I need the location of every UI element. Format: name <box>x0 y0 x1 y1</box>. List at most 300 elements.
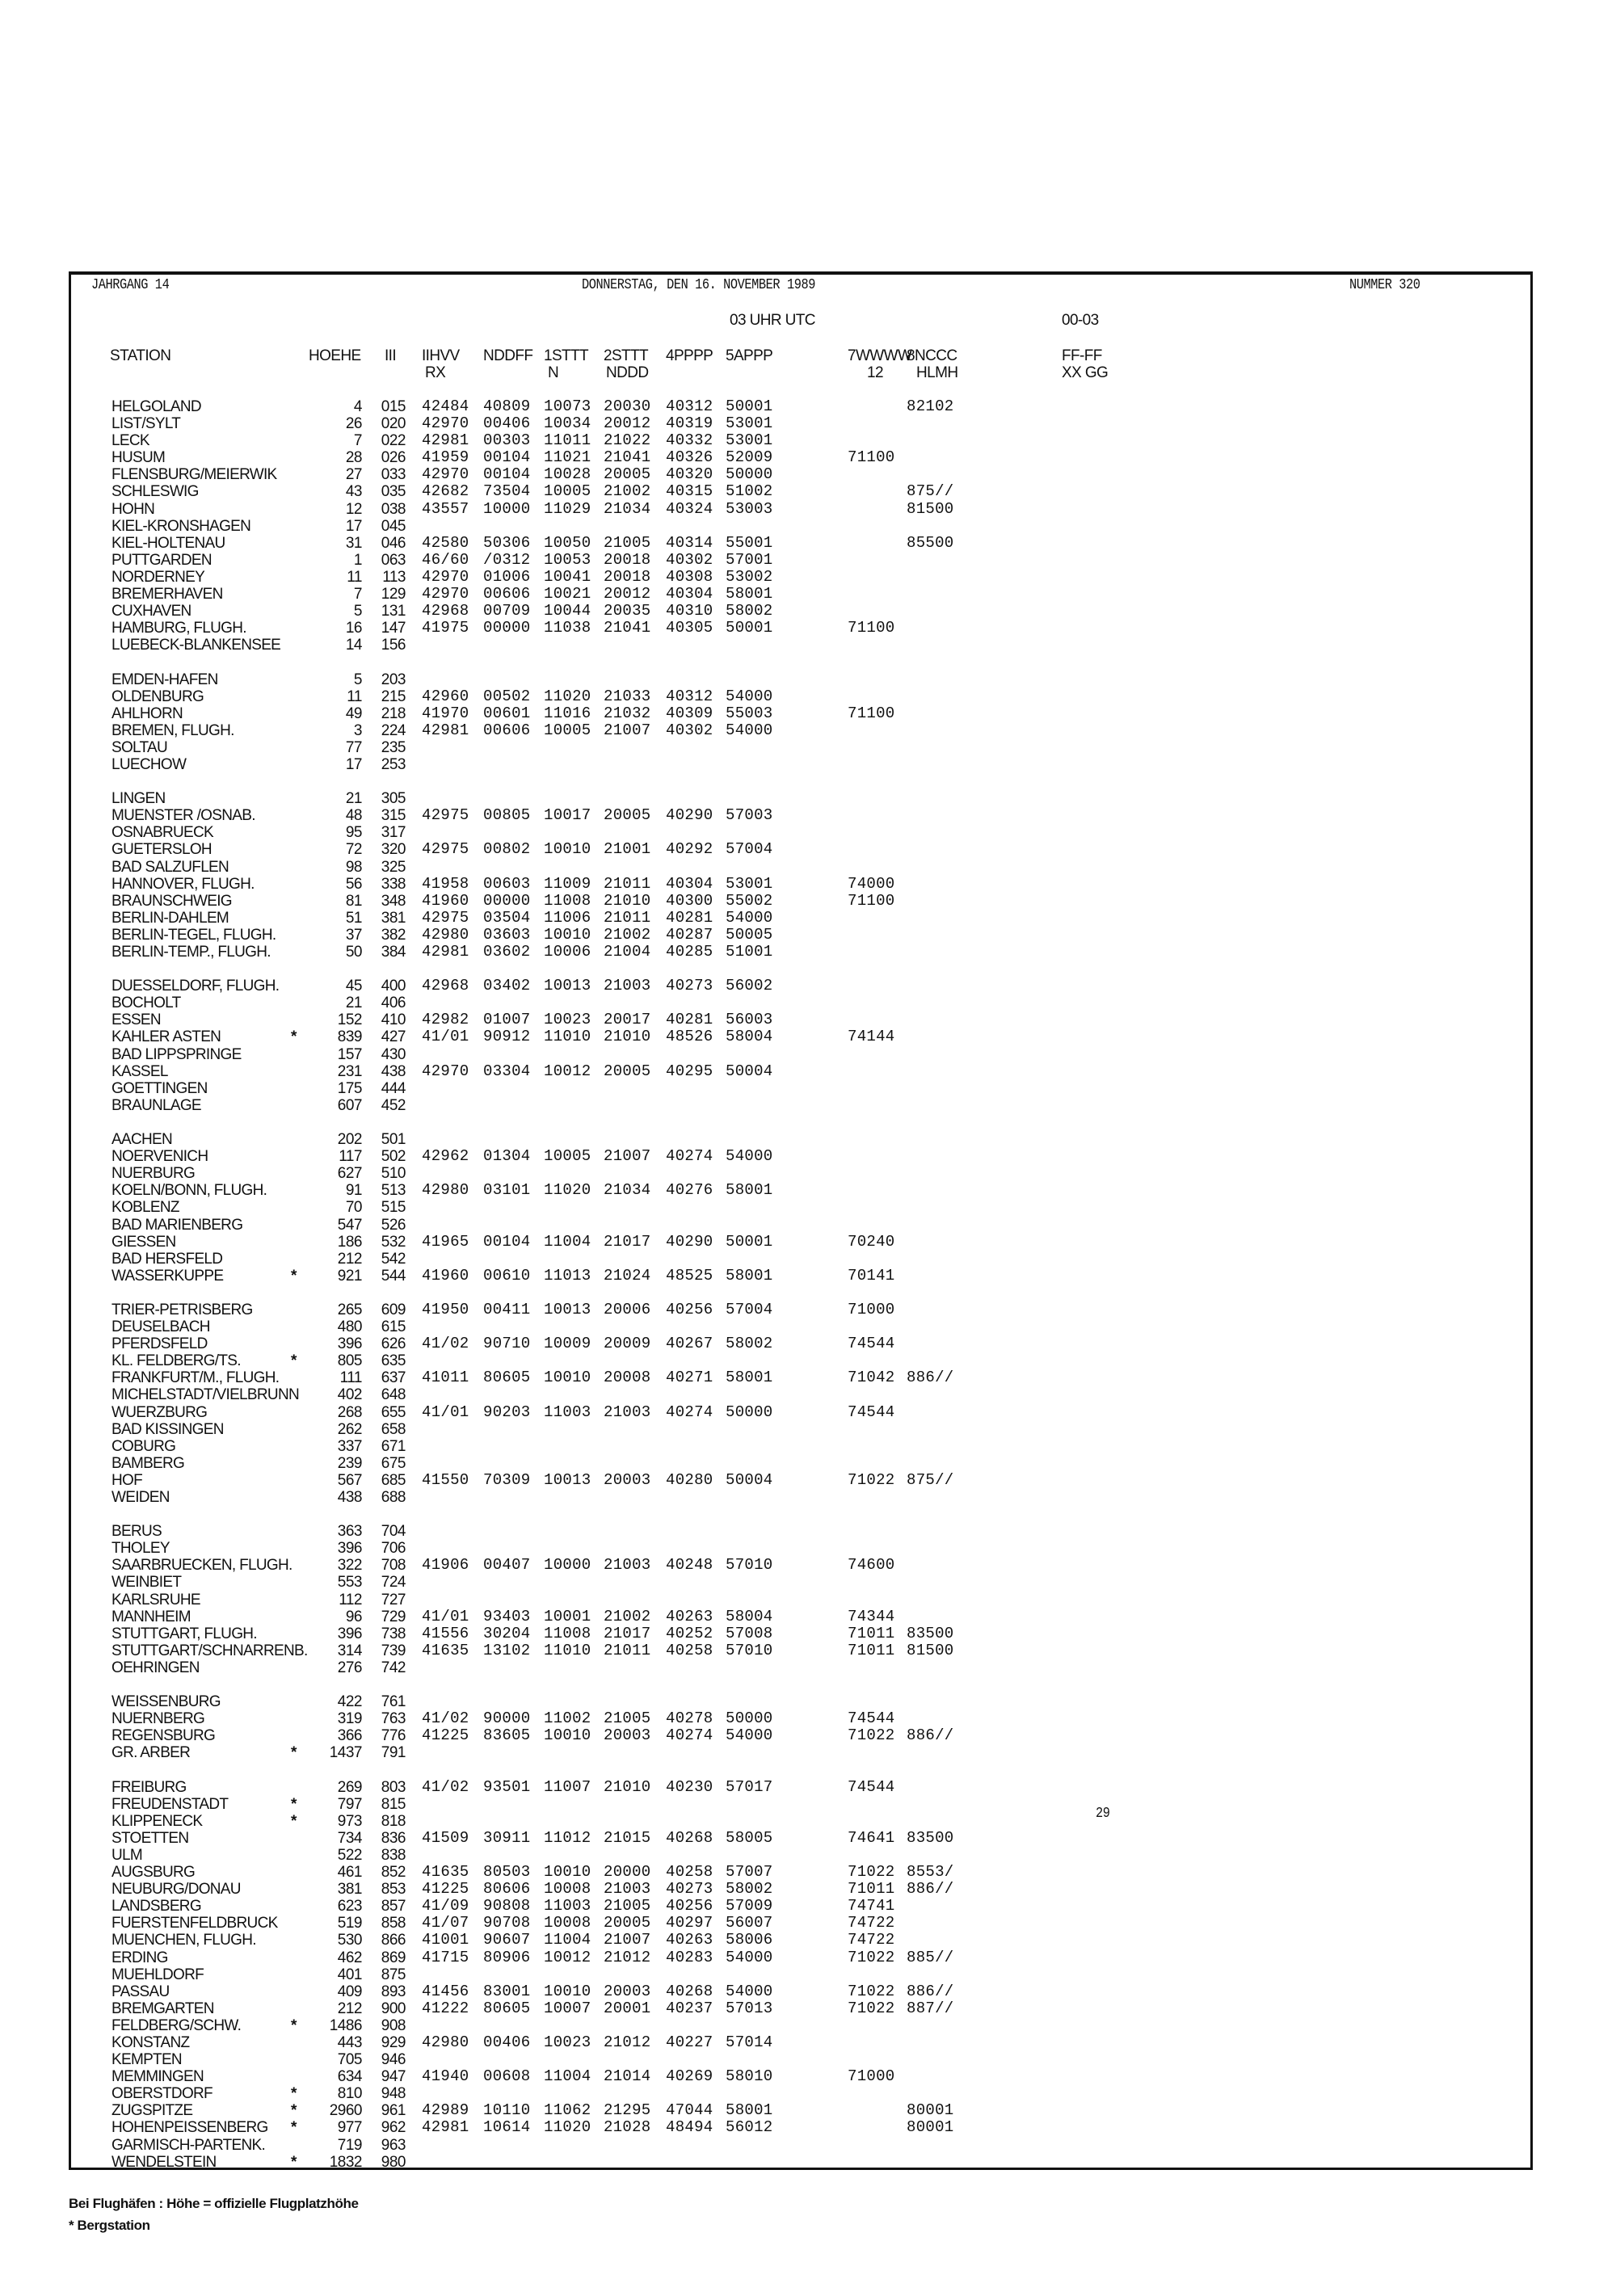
station-id: 532 <box>381 1233 406 1251</box>
synop-group-appp: 58001 <box>726 585 773 603</box>
synop-group-wwww: 74544 <box>848 1335 895 1353</box>
station-row <box>0 1404 1616 1421</box>
station-name: KIEL-HOLTENAU <box>112 534 225 552</box>
station-elevation: 186 <box>337 1233 362 1251</box>
station-elevation: 26 <box>345 415 362 433</box>
section-spacer <box>0 1114 1616 1131</box>
station-elevation: 921 <box>337 1267 362 1285</box>
station-name: AHLHORN <box>112 704 183 722</box>
station-elevation: 51 <box>345 909 362 927</box>
station-elevation: 49 <box>345 704 362 722</box>
station-id: 544 <box>381 1267 406 1285</box>
synop-group-appp: 55001 <box>726 533 773 552</box>
station-id: 908 <box>381 2016 406 2034</box>
synop-group-sttt2: 20005 <box>604 806 651 825</box>
station-name: MEMMINGEN <box>112 2068 204 2086</box>
station-elevation: 1832 <box>329 2153 362 2171</box>
station-id: 045 <box>381 517 406 535</box>
station-id: 038 <box>381 500 406 518</box>
section-spacer <box>0 1506 1616 1523</box>
synop-group-pppp: 40258 <box>666 1641 713 1659</box>
synop-group-appp: 57017 <box>726 1777 773 1796</box>
synop-group-pppp: 40237 <box>666 1999 713 2017</box>
synop-group-sttt2: 20005 <box>604 1062 651 1080</box>
synop-group-appp: 50001 <box>726 1232 773 1251</box>
synop-group-ihvv: 41509 <box>422 1828 469 1847</box>
synop-group-nddff: 00502 <box>483 687 531 705</box>
synop-group-ihvv: 41/02 <box>422 1777 469 1796</box>
synop-group-pppp: 40308 <box>666 567 713 586</box>
synop-group-pppp: 40287 <box>666 925 713 944</box>
station-elevation: 117 <box>339 1148 362 1166</box>
synop-group-appp: 57003 <box>726 806 773 825</box>
synop-group-nccc: 80001 <box>907 2101 954 2120</box>
synop-group-nddff: 00104 <box>483 1232 531 1251</box>
synop-group-sttt2: 20003 <box>604 1982 651 2000</box>
station-row <box>0 1574 1616 1591</box>
synop-group-sttt1: 11002 <box>544 1709 591 1728</box>
station-name: OSNABRUECK <box>112 824 214 842</box>
synop-group-ihvv: 41/09 <box>422 1897 469 1915</box>
station-id: 305 <box>381 790 406 808</box>
synop-group-appp: 50000 <box>726 1402 773 1421</box>
synop-group-ihvv: 42981 <box>422 721 469 739</box>
station-id: 315 <box>381 807 406 825</box>
synop-group-pppp: 40281 <box>666 1011 713 1029</box>
synop-group-sttt2: 21005 <box>604 1709 651 1728</box>
col-c8-sub: HLMH <box>916 364 958 381</box>
synop-group-appp: 57008 <box>726 1624 773 1642</box>
synop-group-appp: 58010 <box>726 2067 773 2086</box>
synop-group-sttt1: 11013 <box>544 1266 591 1285</box>
station-elevation: 567 <box>337 1471 362 1489</box>
station-id: 218 <box>381 704 406 722</box>
station-row <box>0 552 1616 569</box>
station-row <box>0 432 1616 449</box>
synop-group-appp: 58001 <box>726 1369 773 1387</box>
volume-label: JAHRGANG 14 <box>91 277 170 293</box>
station-row <box>0 1864 1616 1881</box>
synop-group-nddff: 00805 <box>483 806 531 825</box>
synop-group-appp: 57010 <box>726 1641 773 1659</box>
station-name: THOLEY <box>112 1540 170 1558</box>
synop-group-sttt1: 10006 <box>544 943 591 961</box>
station-name: MICHELSTADT/VIELBRUNN <box>112 1386 299 1404</box>
station-name: NORDERNEY <box>112 568 205 586</box>
synop-group-ihvv: 42968 <box>422 977 469 995</box>
station-row <box>0 1489 1616 1506</box>
station-elevation: 5 <box>353 603 362 620</box>
synop-group-nddff: 00606 <box>483 721 531 739</box>
station-id: 526 <box>381 1216 406 1234</box>
synop-group-nddff: 01007 <box>483 1011 531 1029</box>
station-row <box>0 1983 1616 2000</box>
station-name: FLENSBURG/MEIERWIK <box>112 466 277 484</box>
station-name: LINGEN <box>112 790 166 808</box>
col-g5: 4PPPP <box>666 347 713 364</box>
synop-group-pppp: 40304 <box>666 874 713 893</box>
station-name: WASSERKUPPE <box>112 1267 224 1285</box>
synop-group-ihvv: 41550 <box>422 1470 469 1489</box>
station-id: 338 <box>381 875 406 893</box>
synop-group-wwww: 71011 <box>848 1880 895 1899</box>
synop-group-nddff: 00303 <box>483 431 531 450</box>
synop-group-appp: 54000 <box>726 721 773 739</box>
synop-group-sttt2: 20009 <box>604 1335 651 1353</box>
synop-group-pppp: 40292 <box>666 840 713 859</box>
station-elevation: 276 <box>337 1659 362 1676</box>
station-name: PFERDSFELD <box>112 1335 208 1353</box>
synop-group-nccc: 885// <box>907 1948 954 1966</box>
station-row <box>0 1915 1616 1932</box>
synop-group-ihvv: 41001 <box>422 1931 469 1949</box>
synop-group-pppp: 40320 <box>666 465 713 484</box>
col-g3-sub: N <box>548 364 559 381</box>
station-id: 384 <box>381 944 406 961</box>
synop-group-sttt1: 11003 <box>544 1402 591 1421</box>
station-elevation: 21 <box>345 790 362 808</box>
station-name: BOCHOLT <box>112 995 181 1012</box>
synop-group-ihvv: 42989 <box>422 2101 469 2120</box>
station-name: BERLIN-TEMP., FLUGH. <box>112 944 271 961</box>
synop-group-wwww: 71100 <box>848 891 895 910</box>
station-id: 948 <box>381 2085 406 2103</box>
station-id: 791 <box>381 1744 406 1762</box>
synop-group-ihvv: 42968 <box>422 602 469 620</box>
synop-group-appp: 58001 <box>726 1181 773 1200</box>
station-id: 742 <box>381 1659 406 1676</box>
station-id: 406 <box>381 995 406 1012</box>
synop-group-sttt2: 20003 <box>604 1470 651 1489</box>
synop-group-wwww: 70240 <box>848 1232 895 1251</box>
synop-group-appp: 54000 <box>726 1147 773 1166</box>
station-elevation: 734 <box>337 1829 362 1847</box>
station-elevation: 4 <box>353 398 362 415</box>
station-id: 215 <box>381 688 406 705</box>
synop-group-appp: 58002 <box>726 1880 773 1899</box>
synop-group-wwww: 71100 <box>848 704 895 722</box>
synop-group-appp: 56003 <box>726 1011 773 1029</box>
station-row <box>0 1234 1616 1251</box>
synop-group-nddff: 93501 <box>483 1777 531 1796</box>
station-name: KEMPTEN <box>112 2051 182 2069</box>
synop-group-pppp: 40297 <box>666 1914 713 1932</box>
station-id: 626 <box>381 1335 406 1353</box>
station-elevation: 319 <box>337 1710 362 1728</box>
station-row <box>0 1318 1616 1335</box>
station-id: 929 <box>381 2034 406 2051</box>
synop-group-appp: 52009 <box>726 448 773 467</box>
station-name: BAD MARIENBERG <box>112 1216 243 1234</box>
station-elevation: 27 <box>345 466 362 484</box>
synop-group-pppp: 40290 <box>666 1232 713 1251</box>
synop-group-sttt1: 10009 <box>544 1335 591 1353</box>
synop-group-sttt1: 11010 <box>544 1028 591 1046</box>
synop-group-ihvv: 41975 <box>422 619 469 637</box>
synop-group-nddff: 40809 <box>483 397 531 415</box>
synop-group-sttt2: 20035 <box>604 602 651 620</box>
station-row <box>0 2000 1616 2017</box>
synop-group-sttt1: 10028 <box>544 465 591 484</box>
station-name: STUTTGART/SCHNARRENB. <box>112 1642 308 1659</box>
station-elevation: 705 <box>337 2051 362 2069</box>
station-id: 853 <box>381 1881 406 1899</box>
synop-group-nddff: 00000 <box>483 619 531 637</box>
col-g3: 1STTT <box>544 347 589 364</box>
synop-group-nddff: 13102 <box>483 1641 531 1659</box>
station-elevation: 11 <box>347 568 362 586</box>
synop-group-sttt1: 11062 <box>544 2101 591 2120</box>
synop-group-ihvv: 41/02 <box>422 1709 469 1728</box>
station-row <box>0 483 1616 500</box>
synop-group-nddff: /0312 <box>483 550 531 569</box>
synop-group-appp: 58001 <box>726 2101 773 2120</box>
synop-group-pppp: 40302 <box>666 721 713 739</box>
station-elevation: 396 <box>337 1540 362 1558</box>
station-name: STUTTGART, FLUGH. <box>112 1625 257 1642</box>
station-name: GARMISCH-PARTENK. <box>112 2136 266 2154</box>
synop-group-sttt2: 21041 <box>604 619 651 637</box>
station-elevation: 553 <box>337 1574 362 1592</box>
station-name: FELDBERG/SCHW. <box>112 2016 242 2034</box>
synop-group-wwww: 74544 <box>848 1777 895 1796</box>
station-row <box>0 1710 1616 1727</box>
synop-group-ihvv: 42484 <box>422 397 469 415</box>
synop-group-nddff: 93403 <box>483 1607 531 1625</box>
synop-group-wwww: 71022 <box>848 1470 895 1489</box>
synop-group-nccc: 81500 <box>907 499 954 518</box>
station-name: COBURG <box>112 1437 176 1455</box>
synop-group-sttt2: 21022 <box>604 431 651 450</box>
synop-group-pppp: 40319 <box>666 414 713 433</box>
station-id: 724 <box>381 1574 406 1592</box>
synop-group-appp: 54000 <box>726 1948 773 1966</box>
station-id: 671 <box>381 1437 406 1455</box>
station-row <box>0 1523 1616 1540</box>
synop-group-sttt1: 10044 <box>544 602 591 620</box>
synop-group-nddff: 00601 <box>483 704 531 722</box>
synop-group-nddff: 90808 <box>483 1897 531 1915</box>
synop-group-sttt2: 21010 <box>604 1777 651 1796</box>
synop-group-ihvv: 41456 <box>422 1982 469 2000</box>
synop-group-ihvv: 42981 <box>422 2118 469 2137</box>
synop-group-pppp: 40267 <box>666 1335 713 1353</box>
synop-group-pppp: 40278 <box>666 1709 713 1728</box>
station-id: 502 <box>381 1148 406 1166</box>
station-elevation: 157 <box>337 1045 362 1063</box>
mountain-station-mark: * <box>291 2102 297 2120</box>
station-name: HOHENPEISSENBERG <box>112 2119 268 2137</box>
station-id: 688 <box>381 1489 406 1506</box>
station-elevation: 11 <box>347 688 362 705</box>
station-id: 430 <box>381 1045 406 1063</box>
synop-group-sttt2: 20012 <box>604 414 651 433</box>
mountain-station-mark: * <box>291 2119 297 2137</box>
col-g1-sub: RX <box>425 364 446 381</box>
synop-group-appp: 50001 <box>726 397 773 415</box>
synop-group-appp: 56007 <box>726 1914 773 1932</box>
station-id: 131 <box>381 603 406 620</box>
synop-group-nddff: 83605 <box>483 1726 531 1745</box>
synop-group-nddff: 01304 <box>483 1147 531 1166</box>
station-elevation: 973 <box>337 1812 362 1830</box>
synop-group-nddff: 01006 <box>483 567 531 586</box>
station-row <box>0 876 1616 893</box>
station-row <box>0 1881 1616 1898</box>
station-name: WENDELSTEIN <box>112 2153 217 2171</box>
station-row <box>0 1217 1616 1234</box>
synop-group-nddff: 70309 <box>483 1470 531 1489</box>
station-name: BRAUNLAGE <box>112 1096 201 1114</box>
synop-group-wwww: 74344 <box>848 1607 895 1625</box>
synop-group-pppp: 40310 <box>666 602 713 620</box>
station-id: 452 <box>381 1096 406 1114</box>
station-name: REGENSBURG <box>112 1727 216 1745</box>
synop-group-ihvv: 41/07 <box>422 1914 469 1932</box>
station-id: 635 <box>381 1352 406 1370</box>
synop-group-nccc: 887// <box>907 1999 954 2017</box>
synop-group-wwww: 71100 <box>848 619 895 637</box>
station-elevation: 805 <box>337 1352 362 1370</box>
station-row <box>0 603 1616 620</box>
synop-group-appp: 57009 <box>726 1897 773 1915</box>
synop-group-sttt1: 10050 <box>544 533 591 552</box>
synop-group-sttt1: 10041 <box>544 567 591 586</box>
station-elevation: 56 <box>345 875 362 893</box>
synop-group-appp: 51002 <box>726 482 773 501</box>
synop-group-pppp: 40256 <box>666 1897 713 1915</box>
station-id: 224 <box>381 721 406 739</box>
synop-group-nddff: 00000 <box>483 891 531 910</box>
station-elevation: 96 <box>345 1608 362 1625</box>
synop-group-nccc: 80001 <box>907 2118 954 2137</box>
synop-group-sttt1: 10010 <box>544 1982 591 2000</box>
synop-group-sttt2: 21034 <box>604 1181 651 1200</box>
station-row <box>0 1335 1616 1352</box>
station-id: 963 <box>381 2136 406 2154</box>
station-elevation: 37 <box>345 926 362 944</box>
station-id: 438 <box>381 1062 406 1080</box>
synop-group-appp: 54000 <box>726 1982 773 2000</box>
synop-group-sttt1: 10023 <box>544 2033 591 2051</box>
station-name: MUEHLDORF <box>112 1966 204 1983</box>
synop-group-pppp: 40305 <box>666 619 713 637</box>
synop-group-pppp: 40312 <box>666 687 713 705</box>
station-name: HUSUM <box>112 449 166 467</box>
synop-group-pppp: 40263 <box>666 1607 713 1625</box>
synop-group-wwww: 71022 <box>848 1863 895 1882</box>
station-elevation: 402 <box>337 1386 362 1404</box>
station-elevation: 175 <box>337 1079 362 1097</box>
synop-group-pppp: 40295 <box>666 1062 713 1080</box>
station-elevation: 262 <box>337 1420 362 1438</box>
synop-group-sttt2: 20003 <box>604 1726 651 1745</box>
station-name: HOHN <box>112 500 155 518</box>
station-elevation: 48 <box>345 807 362 825</box>
synop-group-sttt2: 21012 <box>604 2033 651 2051</box>
synop-group-nddff: 10110 <box>483 2101 531 2120</box>
synop-group-sttt1: 11021 <box>544 448 591 467</box>
synop-group-sttt1: 11012 <box>544 1828 591 1847</box>
station-elevation: 337 <box>337 1437 362 1455</box>
station-elevation: 401 <box>337 1966 362 1983</box>
station-id: 729 <box>381 1608 406 1625</box>
station-id: 875 <box>381 1966 406 1983</box>
synop-group-pppp: 40227 <box>666 2033 713 2051</box>
synop-group-appp: 54000 <box>726 687 773 705</box>
synop-group-sttt2: 21003 <box>604 1880 651 1899</box>
station-row <box>0 1421 1616 1438</box>
synop-group-nccc: 886// <box>907 1369 954 1387</box>
observation-time: 03 UHR UTC <box>730 312 815 329</box>
synop-group-ihvv: 41/01 <box>422 1607 469 1625</box>
synop-group-sttt2: 21010 <box>604 891 651 910</box>
station-elevation: 3 <box>353 721 362 739</box>
station-row <box>0 1182 1616 1199</box>
station-name: HOF <box>112 1471 143 1489</box>
station-id: 893 <box>381 1983 406 2000</box>
synop-group-sttt1: 10012 <box>544 1062 591 1080</box>
synop-group-ihvv: 42962 <box>422 1147 469 1166</box>
station-id: 738 <box>381 1625 406 1642</box>
station-id: 501 <box>381 1131 406 1149</box>
synop-group-appp: 58004 <box>726 1607 773 1625</box>
station-name: BAD KISSINGEN <box>112 1420 224 1438</box>
station-id: 900 <box>381 2000 406 2017</box>
synop-group-sttt2: 21001 <box>604 840 651 859</box>
station-row <box>0 398 1616 415</box>
station-table <box>0 398 1616 2171</box>
synop-group-sttt1: 10013 <box>544 1300 591 1318</box>
station-row <box>0 2102 1616 2119</box>
synop-group-appp: 53001 <box>726 874 773 893</box>
synop-group-appp: 57014 <box>726 2033 773 2051</box>
station-row <box>0 1438 1616 1455</box>
station-row <box>0 1063 1616 1080</box>
synop-group-sttt2: 21028 <box>604 2118 651 2137</box>
synop-group-sttt2: 21004 <box>604 943 651 961</box>
synop-group-nddff: 80605 <box>483 1999 531 2017</box>
station-elevation: 212 <box>337 2000 362 2017</box>
station-elevation: 461 <box>337 1864 362 1882</box>
station-row <box>0 1540 1616 1557</box>
station-id: 675 <box>381 1454 406 1472</box>
station-row <box>0 722 1616 739</box>
synop-group-sttt1: 10010 <box>544 840 591 859</box>
station-name: GR. ARBER <box>112 1744 191 1762</box>
synop-group-sttt2: 20000 <box>604 1863 651 1882</box>
synop-group-pppp: 40315 <box>666 482 713 501</box>
synop-group-nddff: 50306 <box>483 533 531 552</box>
synop-group-appp: 57013 <box>726 1999 773 2017</box>
synop-group-ihvv: 42975 <box>422 908 469 927</box>
station-row <box>0 2034 1616 2051</box>
synop-group-nddff: 03504 <box>483 908 531 927</box>
station-name: BREMGARTEN <box>112 2000 214 2017</box>
synop-group-ihvv: 42970 <box>422 465 469 484</box>
station-name: BAD HERSFELD <box>112 1250 223 1268</box>
synop-group-nddff: 90708 <box>483 1914 531 1932</box>
mountain-station-mark: * <box>291 1812 297 1830</box>
synop-group-appp: 57004 <box>726 840 773 859</box>
station-elevation: 366 <box>337 1727 362 1745</box>
synop-group-appp: 53002 <box>726 567 773 586</box>
station-elevation: 1437 <box>329 1744 362 1762</box>
synop-group-sttt2: 21002 <box>604 925 651 944</box>
synop-group-wwww: 71022 <box>848 1999 895 2017</box>
synop-group-wwww: 74741 <box>848 1897 895 1915</box>
station-id: 609 <box>381 1301 406 1318</box>
